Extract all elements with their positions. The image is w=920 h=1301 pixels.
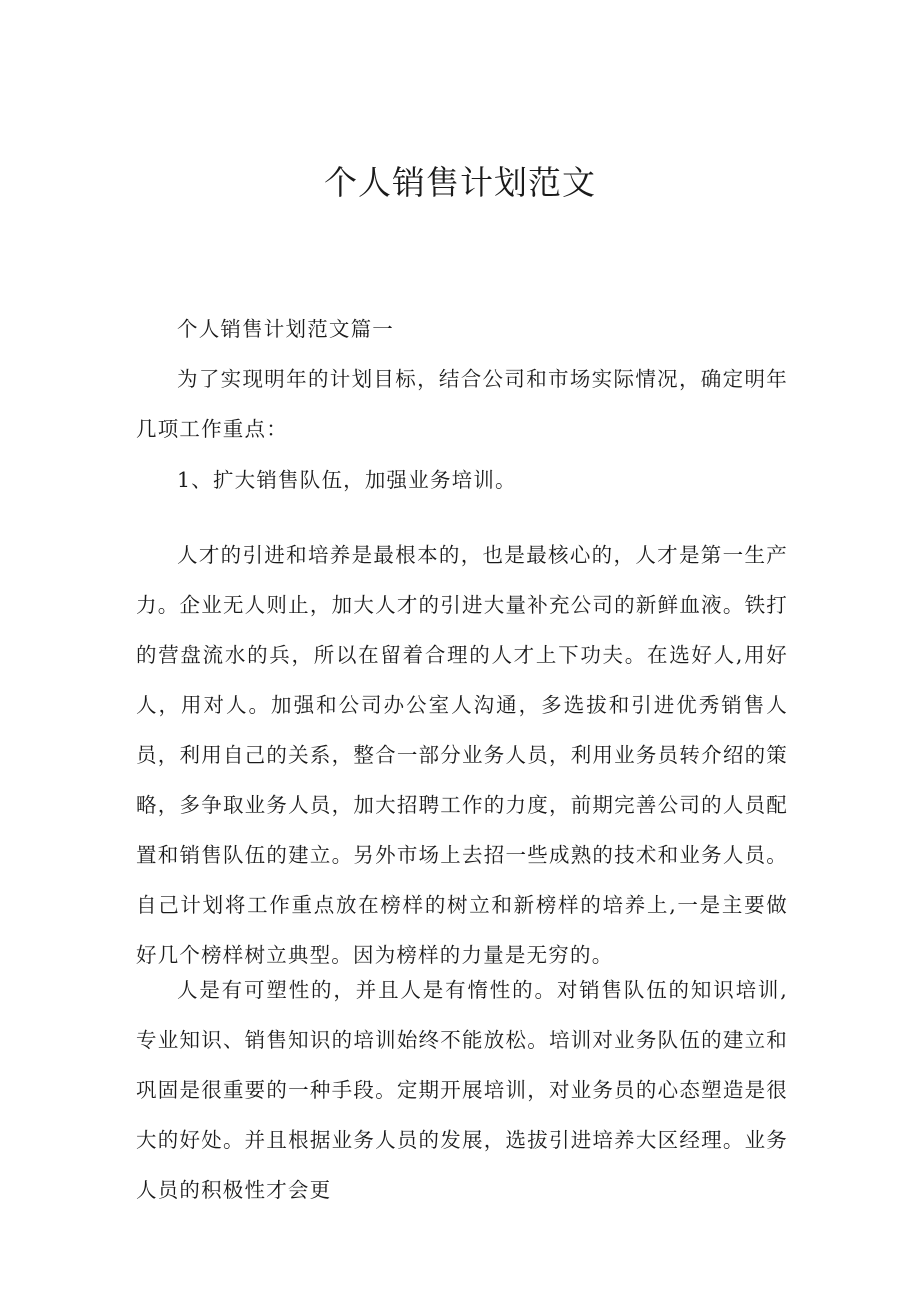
list-item-1: 1、扩大销售队伍，加强业务培训。 — [177, 468, 517, 492]
talent-paragraph: 人才的引进和培养是最根本的，也是最核心的，人才是第一生产力。企业无人则止，加大人才的引进大量补充公司的新鲜血液。铁打的营盘流水的兵，所以在留着合理的人才上下功夫。在选好人,用好人，用对人。加强和公司办公室人沟通，多选拔和引进优秀销售人员，利用自己的关系，整合一部分业务人员，利用业务员转介绍的策略，多争取业务人员，加大招聘工作的力度，前期完善公司的人员配置和销售队伍的建立。另外市场上去招一些成熟的技术和业务人员。自己计划将工作重点放在榜样的树立和新榜样的培养上,一是主要做好几个榜样树立典型。因为榜样的力量是无穷的。 — [136, 543, 788, 967]
document-title: 个人销售计划范文 — [324, 163, 596, 202]
training-paragraph: 人是有可塑性的，并且人是有惰性的。对销售队伍的知识培训,专业知识、销售知识的培训始终不能放松。培训对业务队伍的建立和巩固是很重要的一种手段。定期开展培训，对业务员的心态塑造是很大的好处。并且根据业务人员的发展，选拔引进培养大区经理。业务人员的积极性才会更 — [136, 978, 788, 1202]
section-heading: 个人销售计划范文篇一 — [177, 317, 394, 341]
intro-paragraph: 为了实现明年的计划目标，结合公司和市场实际情况，确定明年几项工作重点： — [136, 367, 788, 441]
